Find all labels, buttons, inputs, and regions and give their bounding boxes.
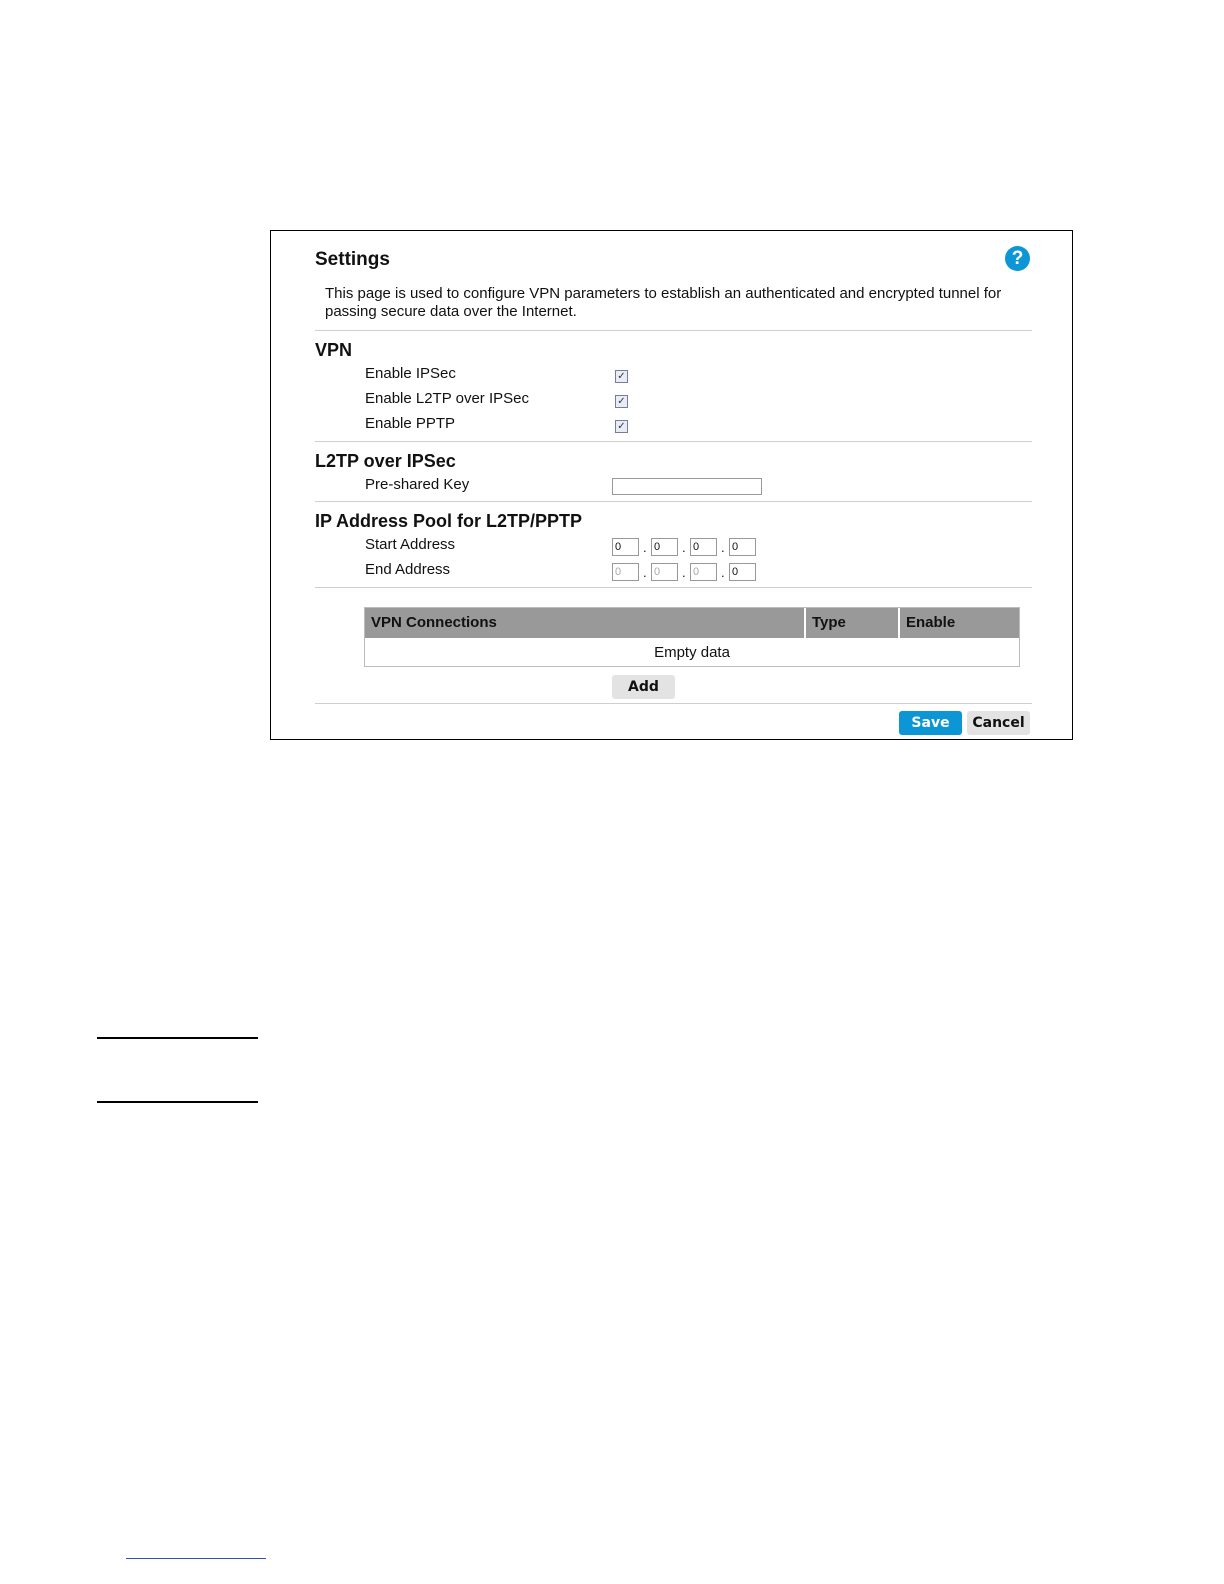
dot-separator: . [643, 565, 647, 580]
vpn-settings-panel [270, 230, 1073, 740]
vpn-connections-table [364, 607, 1020, 667]
section-title-l2tp: L2TP over IPSec [315, 451, 456, 471]
end-octet-3: 0 [690, 563, 717, 581]
save-button[interactable]: Save [899, 711, 962, 735]
enable-l2tp-checkbox[interactable]: ✓ [615, 395, 628, 408]
cancel-button[interactable]: Cancel [967, 711, 1030, 735]
column-header-type: Type [804, 608, 898, 638]
dot-separator: . [682, 565, 686, 580]
table-header [365, 608, 1019, 638]
section-title-vpn: VPN [315, 340, 353, 360]
end-address-label: End Address [365, 561, 451, 578]
dot-separator: . [682, 540, 686, 555]
enable-ipsec-label: Enable IPSec [365, 365, 456, 382]
section-title-ip-pool: IP Address Pool for L2TP/PPTP [315, 511, 583, 531]
start-octet-3[interactable]: 0 [690, 538, 717, 556]
divider [315, 703, 1032, 704]
dot-separator: . [721, 565, 725, 580]
enable-pptp-checkbox[interactable]: ✓ [615, 420, 628, 433]
psk-label: Pre-shared Key [365, 476, 470, 493]
start-address-label: Start Address [365, 536, 456, 553]
dot-separator: . [721, 540, 725, 555]
column-header-vpn-connections: VPN Connections [371, 614, 497, 631]
panel-content [315, 231, 1032, 739]
divider [315, 330, 1032, 331]
start-octet-2[interactable]: 0 [651, 538, 678, 556]
column-header-enable: Enable [898, 608, 1019, 638]
enable-pptp-label: Enable PPTP [365, 415, 456, 432]
divider [315, 441, 1032, 442]
end-octet-1: 0 [612, 563, 639, 581]
psk-input[interactable] [612, 478, 762, 495]
end-octet-2: 0 [651, 563, 678, 581]
enable-ipsec-checkbox[interactable]: ✓ [615, 370, 628, 383]
add-button[interactable]: Add [612, 675, 675, 699]
start-octet-4[interactable]: 0 [729, 538, 756, 556]
end-octet-4[interactable]: 0 [729, 563, 756, 581]
page-description: This page is used to configure VPN parameters to establish an authenticated and encrypted tunnel for passing secure data over the Internet. [325, 285, 1002, 320]
footer-link-underline [126, 1558, 266, 1559]
enable-l2tp-label: Enable L2TP over IPSec [365, 390, 529, 407]
table-empty-message: Empty data [654, 644, 730, 661]
dot-separator: . [643, 540, 647, 555]
divider [315, 501, 1032, 502]
start-octet-1[interactable]: 0 [612, 538, 639, 556]
divider [315, 587, 1032, 588]
question-icon[interactable]: ? [1005, 246, 1030, 271]
rule-line [97, 1037, 258, 1039]
page-title: Settings [315, 249, 390, 270]
rule-line [97, 1101, 258, 1103]
